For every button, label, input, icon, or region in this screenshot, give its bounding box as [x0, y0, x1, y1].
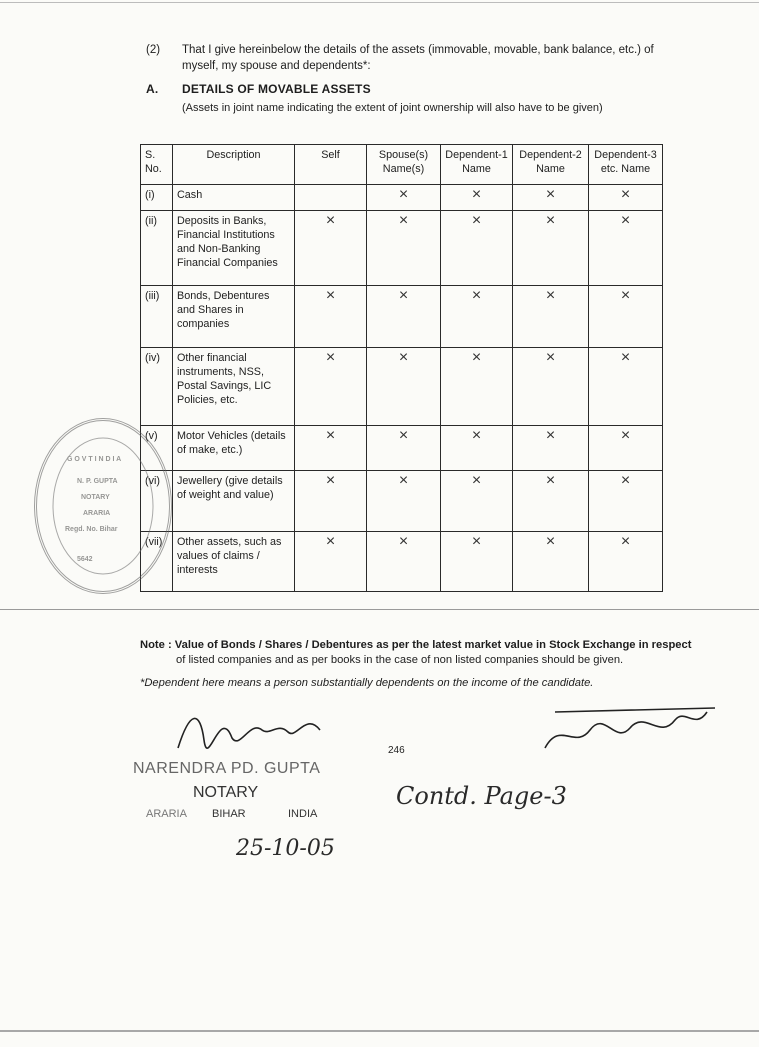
- row-description: Cash: [173, 185, 295, 211]
- cross-mark-dependent-3: ×: [589, 426, 663, 471]
- header-sno: S. No.: [141, 145, 173, 185]
- svg-text:N. P. GUPTA: N. P. GUPTA: [77, 478, 118, 485]
- cross-mark-dependent-3: ×: [589, 348, 663, 426]
- cross-mark-self: [295, 185, 367, 211]
- row-sno: (ii): [141, 211, 173, 286]
- cross-mark-spouse: ×: [367, 286, 441, 348]
- cross-mark-dependent-1: ×: [441, 348, 513, 426]
- cross-mark-dependent-2: ×: [513, 348, 589, 426]
- table-row: [141, 211, 663, 286]
- cross-mark-dependent-2: ×: [513, 211, 589, 286]
- header-dependent-2: Dependent-2 Name: [513, 145, 589, 185]
- svg-text:G O V T I N D I A: G O V T I N D I A: [67, 456, 122, 463]
- continued-note: Contd. Page-3: [396, 782, 567, 810]
- cross-mark-dependent-2: ×: [513, 185, 589, 211]
- notary-signature-icon: [170, 700, 330, 760]
- dependent-definition: *Dependent here means a person substantially dependents on the income of the candidate.: [140, 677, 594, 689]
- cross-mark-dependent-3: ×: [589, 286, 663, 348]
- cross-mark-dependent-2: ×: [513, 532, 589, 592]
- row-description: Jewellery (give details of weight and value): [173, 471, 295, 532]
- table-row: [141, 426, 663, 471]
- cross-mark-dependent-2: ×: [513, 471, 589, 532]
- notary-stamp: [34, 418, 172, 594]
- notary-place-1: ARARIA: [146, 808, 187, 820]
- row-sno: (v): [141, 426, 173, 471]
- row-description: Bonds, Debentures and Shares in companies: [173, 286, 295, 348]
- row-sno: (vii): [141, 532, 173, 592]
- cross-mark-spouse: ×: [367, 348, 441, 426]
- cross-mark-self: ×: [295, 426, 367, 471]
- cross-mark-self: ×: [295, 286, 367, 348]
- header-description: Description: [173, 145, 295, 185]
- cross-mark-self: ×: [295, 532, 367, 592]
- cross-mark-dependent-1: ×: [441, 185, 513, 211]
- cross-mark-dependent-3: ×: [589, 211, 663, 286]
- movable-assets-table: [140, 144, 663, 592]
- row-description: Other financial instruments, NSS, Postal Savings, LIC Policies, etc.: [173, 348, 295, 426]
- declaration-line-1: That I give hereinbelow the details of the assets (immovable, movable, bank balance, etc.) of: [182, 44, 654, 56]
- svg-text:ARARIA: ARARIA: [83, 510, 111, 517]
- page-number: 246: [388, 745, 405, 756]
- row-description: Deposits in Banks, Financial Institutions and Non-Banking Financial Companies: [173, 211, 295, 286]
- notary-place-2: BIHAR: [212, 808, 246, 820]
- cross-mark-dependent-1: ×: [441, 211, 513, 286]
- declaration-number: (2): [146, 44, 161, 56]
- cross-mark-self: ×: [295, 211, 367, 286]
- table-row: [141, 185, 663, 211]
- cross-mark-spouse: ×: [367, 185, 441, 211]
- cross-mark-dependent-1: ×: [441, 532, 513, 592]
- cross-mark-dependent-3: ×: [589, 532, 663, 592]
- notary-date: 25-10-05: [236, 836, 335, 861]
- row-description: Other assets, such as values of claims / interests: [173, 532, 295, 592]
- cross-mark-spouse: ×: [367, 211, 441, 286]
- row-sno: (iv): [141, 348, 173, 426]
- cross-mark-spouse: ×: [367, 532, 441, 592]
- section-letter: A.: [146, 82, 159, 96]
- notary-country: INDIA: [288, 808, 318, 820]
- note-line-2: of listed companies and as per books in the case of non listed companies should be given.: [176, 654, 624, 666]
- table-row: [141, 471, 663, 532]
- svg-text:Regd. No. Bihar: Regd. No. Bihar: [65, 526, 118, 533]
- cross-mark-dependent-1: ×: [441, 471, 513, 532]
- cross-mark-dependent-2: ×: [513, 426, 589, 471]
- table-row: [141, 286, 663, 348]
- cross-mark-dependent-1: ×: [441, 426, 513, 471]
- table-row: [141, 532, 663, 592]
- header-spouse: Spouse(s) Name(s): [367, 145, 441, 185]
- stamp-seal-icon: [37, 421, 169, 591]
- svg-text:5642: 5642: [77, 556, 93, 563]
- table-header-row: [141, 145, 663, 185]
- cross-mark-self: ×: [295, 348, 367, 426]
- header-dependent-1: Dependent-1 Name: [441, 145, 513, 185]
- row-sno: (iii): [141, 286, 173, 348]
- row-sno: (vi): [141, 471, 173, 532]
- declaration-text: [182, 42, 682, 74]
- declaration-line-2: myself, my spouse and dependents*:: [182, 60, 371, 72]
- notary-name: NARENDRA PD. GUPTA: [133, 760, 321, 777]
- section-subtitle: (Assets in joint name indicating the extent of joint ownership will also have to be given): [182, 102, 603, 114]
- cross-mark-dependent-2: ×: [513, 286, 589, 348]
- table-row: [141, 348, 663, 426]
- section-title: DETAILS OF MOVABLE ASSETS: [182, 82, 371, 96]
- svg-text:NOTARY: NOTARY: [81, 494, 110, 501]
- notary-title: NOTARY: [193, 784, 259, 801]
- note-line-1: Note : Value of Bonds / Shares / Debentures as per the latest market value in Stock Exchange in respect: [140, 639, 692, 651]
- candidate-signature-icon: [535, 690, 725, 770]
- header-self: Self: [295, 145, 367, 185]
- cross-mark-self: ×: [295, 471, 367, 532]
- row-description: Motor Vehicles (details of make, etc.): [173, 426, 295, 471]
- cross-mark-dependent-3: ×: [589, 185, 663, 211]
- cross-mark-dependent-1: ×: [441, 286, 513, 348]
- header-dependent-3: Dependent-3 etc. Name: [589, 145, 663, 185]
- cross-mark-dependent-3: ×: [589, 471, 663, 532]
- cross-mark-spouse: ×: [367, 426, 441, 471]
- cross-mark-spouse: ×: [367, 471, 441, 532]
- row-sno: (i): [141, 185, 173, 211]
